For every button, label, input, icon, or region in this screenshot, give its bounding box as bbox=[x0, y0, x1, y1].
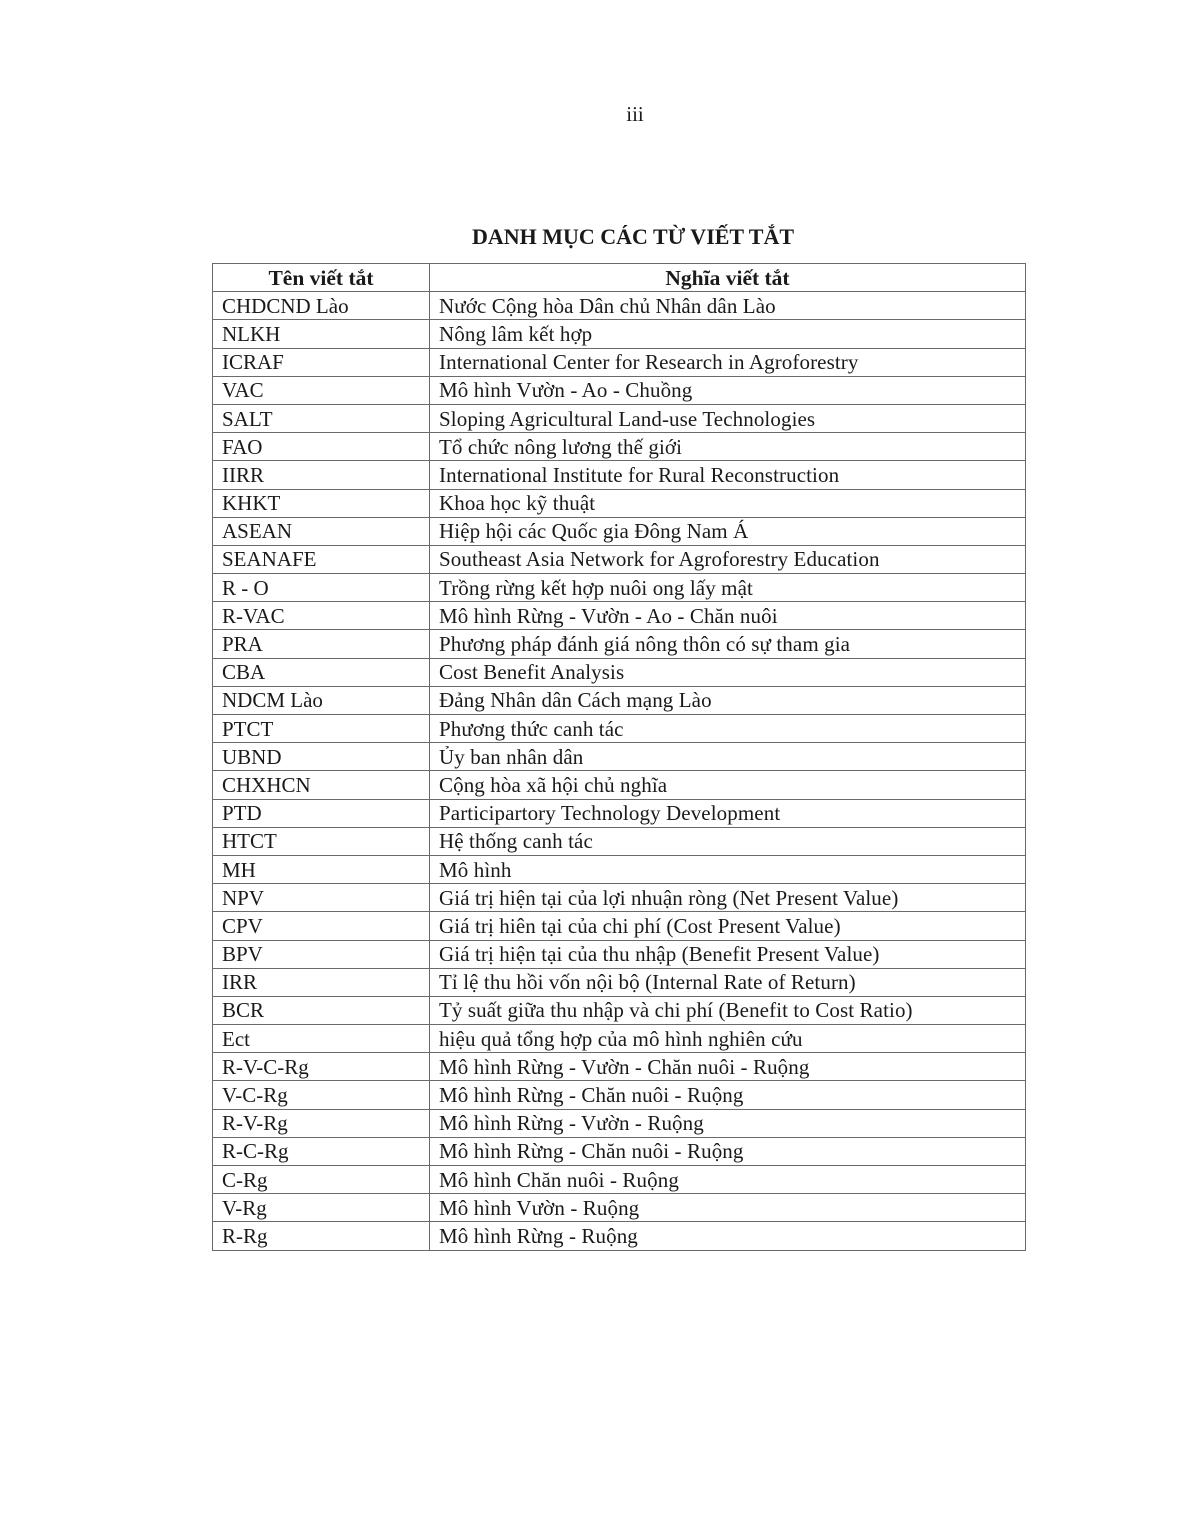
meaning-cell: Khoa học kỹ thuật bbox=[430, 489, 1026, 517]
table-row bbox=[213, 743, 1026, 771]
abbreviation-cell: CHXHCN bbox=[213, 771, 430, 799]
table-row bbox=[213, 630, 1026, 658]
table-row bbox=[213, 912, 1026, 940]
table-row bbox=[213, 884, 1026, 912]
meaning-cell: Tỷ suất giữa thu nhập và chi phí (Benefit to Cost Ratio) bbox=[430, 996, 1026, 1024]
meaning-cell: Mô hình Rừng - Vườn - Ao - Chăn nuôi bbox=[430, 602, 1026, 630]
abbreviation-cell: NPV bbox=[213, 884, 430, 912]
meaning-cell: Mô hình Rừng - Ruộng bbox=[430, 1222, 1026, 1250]
table-row bbox=[213, 771, 1026, 799]
table-header-row bbox=[213, 264, 1026, 292]
table-row bbox=[213, 433, 1026, 461]
table-row bbox=[213, 1137, 1026, 1165]
table-row bbox=[213, 1194, 1026, 1222]
meaning-cell: Mô hình Rừng - Vườn - Ruộng bbox=[430, 1109, 1026, 1137]
table-row bbox=[213, 855, 1026, 883]
table-body bbox=[213, 292, 1026, 1250]
abbreviation-cell: CBA bbox=[213, 658, 430, 686]
table-row bbox=[213, 715, 1026, 743]
meaning-cell: International Institute for Rural Reconstruction bbox=[430, 461, 1026, 489]
table-row bbox=[213, 404, 1026, 432]
meaning-cell: Phương pháp đánh giá nông thôn có sự tham gia bbox=[430, 630, 1026, 658]
abbreviation-cell: IRR bbox=[213, 968, 430, 996]
table-row bbox=[213, 376, 1026, 404]
table-row bbox=[213, 968, 1026, 996]
meaning-cell: Giá trị hiện tại của thu nhập (Benefit Present Value) bbox=[430, 940, 1026, 968]
table-row bbox=[213, 827, 1026, 855]
abbreviation-cell: R-V-C-Rg bbox=[213, 1053, 430, 1081]
abbreviation-table bbox=[212, 263, 1026, 1251]
table-row bbox=[213, 489, 1026, 517]
meaning-cell: Sloping Agricultural Land-use Technologies bbox=[430, 404, 1026, 432]
table-row bbox=[213, 602, 1026, 630]
abbreviation-cell: C-Rg bbox=[213, 1166, 430, 1194]
meaning-cell: Mô hình Rừng - Vườn - Chăn nuôi - Ruộng bbox=[430, 1053, 1026, 1081]
abbreviation-cell: KHKT bbox=[213, 489, 430, 517]
abbreviation-cell: R-Rg bbox=[213, 1222, 430, 1250]
abbreviation-cell: NLKH bbox=[213, 320, 430, 348]
meaning-cell: Mô hình Vườn - Ao - Chuồng bbox=[430, 376, 1026, 404]
meaning-cell: Hiệp hội các Quốc gia Đông Nam Á bbox=[430, 517, 1026, 545]
abbreviation-cell: BPV bbox=[213, 940, 430, 968]
abbreviation-cell: Ect bbox=[213, 1025, 430, 1053]
meaning-cell: Giá trị hiện tại của lợi nhuận ròng (Net Present Value) bbox=[430, 884, 1026, 912]
abbreviation-cell: BCR bbox=[213, 996, 430, 1024]
table-row bbox=[213, 348, 1026, 376]
meaning-cell: Mô hình bbox=[430, 855, 1026, 883]
table-row bbox=[213, 996, 1026, 1024]
table-row bbox=[213, 1109, 1026, 1137]
table-row bbox=[213, 1081, 1026, 1109]
meaning-cell: International Center for Research in Agroforestry bbox=[430, 348, 1026, 376]
abbreviation-cell: ASEAN bbox=[213, 517, 430, 545]
abbreviation-cell: R-V-Rg bbox=[213, 1109, 430, 1137]
abbreviation-cell: MH bbox=[213, 855, 430, 883]
meaning-cell: Mô hình Rừng - Chăn nuôi - Ruộng bbox=[430, 1081, 1026, 1109]
abbreviation-cell: R-VAC bbox=[213, 602, 430, 630]
table-row bbox=[213, 320, 1026, 348]
abbreviation-cell: SALT bbox=[213, 404, 430, 432]
meaning-cell: Phương thức canh tác bbox=[430, 715, 1026, 743]
meaning-cell: Trồng rừng kết hợp nuôi ong lấy mật bbox=[430, 574, 1026, 602]
meaning-cell: Mô hình Rừng - Chăn nuôi - Ruộng bbox=[430, 1137, 1026, 1165]
abbreviation-cell: CHDCND Lào bbox=[213, 292, 430, 320]
abbreviation-cell: FAO bbox=[213, 433, 430, 461]
meaning-cell: Giá trị hiên tại của chi phí (Cost Present Value) bbox=[430, 912, 1026, 940]
meaning-cell: Mô hình Vườn - Ruộng bbox=[430, 1194, 1026, 1222]
abbreviation-cell: IIRR bbox=[213, 461, 430, 489]
table-row bbox=[213, 1053, 1026, 1081]
abbreviation-cell: PTCT bbox=[213, 715, 430, 743]
page-number: iii bbox=[626, 102, 644, 126]
page-title: DANH MỤC CÁC TỪ VIẾT TẮT bbox=[471, 224, 795, 249]
abbreviation-cell: UBND bbox=[213, 743, 430, 771]
table-row bbox=[213, 686, 1026, 714]
abbreviation-cell: ICRAF bbox=[213, 348, 430, 376]
meaning-cell: Nước Cộng hòa Dân chủ Nhân dân Lào bbox=[430, 292, 1026, 320]
abbreviation-cell: R-C-Rg bbox=[213, 1137, 430, 1165]
table-row bbox=[213, 461, 1026, 489]
table-row bbox=[213, 1025, 1026, 1053]
abbreviation-cell: V-C-Rg bbox=[213, 1081, 430, 1109]
meaning-cell: Cost Benefit Analysis bbox=[430, 658, 1026, 686]
meaning-cell: Nông lâm kết hợp bbox=[430, 320, 1026, 348]
abbreviation-cell: PTD bbox=[213, 799, 430, 827]
table-row bbox=[213, 517, 1026, 545]
table-row bbox=[213, 658, 1026, 686]
abbreviation-cell: PRA bbox=[213, 630, 430, 658]
table-row bbox=[213, 799, 1026, 827]
abbreviation-cell: NDCM Lào bbox=[213, 686, 430, 714]
table-row bbox=[213, 940, 1026, 968]
meaning-cell: Đảng Nhân dân Cách mạng Lào bbox=[430, 686, 1026, 714]
meaning-cell: Ủy ban nhân dân bbox=[430, 743, 1026, 771]
table-row bbox=[213, 1222, 1026, 1250]
meaning-cell: Southeast Asia Network for Agroforestry Education bbox=[430, 545, 1026, 573]
table-row bbox=[213, 1166, 1026, 1194]
abbreviation-cell: VAC bbox=[213, 376, 430, 404]
meaning-cell: hiệu quả tổng hợp của mô hình nghiên cứu bbox=[430, 1025, 1026, 1053]
abbreviation-cell: SEANAFE bbox=[213, 545, 430, 573]
abbreviation-cell: V-Rg bbox=[213, 1194, 430, 1222]
meaning-cell: Cộng hòa xã hội chủ nghĩa bbox=[430, 771, 1026, 799]
abbreviation-cell: CPV bbox=[213, 912, 430, 940]
column-header-meaning: Nghĩa viết tắt bbox=[430, 264, 1026, 292]
table-row bbox=[213, 574, 1026, 602]
column-header-abbreviation: Tên viết tắt bbox=[213, 264, 430, 292]
table-row bbox=[213, 545, 1026, 573]
abbreviation-cell: HTCT bbox=[213, 827, 430, 855]
meaning-cell: Hệ thống canh tác bbox=[430, 827, 1026, 855]
meaning-cell: Tỉ lệ thu hồi vốn nội bộ (Internal Rate of Return) bbox=[430, 968, 1026, 996]
meaning-cell: Participartory Technology Development bbox=[430, 799, 1026, 827]
meaning-cell: Tổ chức nông lương thế giới bbox=[430, 433, 1026, 461]
table-row bbox=[213, 292, 1026, 320]
meaning-cell: Mô hình Chăn nuôi - Ruộng bbox=[430, 1166, 1026, 1194]
abbreviation-cell: R - O bbox=[213, 574, 430, 602]
